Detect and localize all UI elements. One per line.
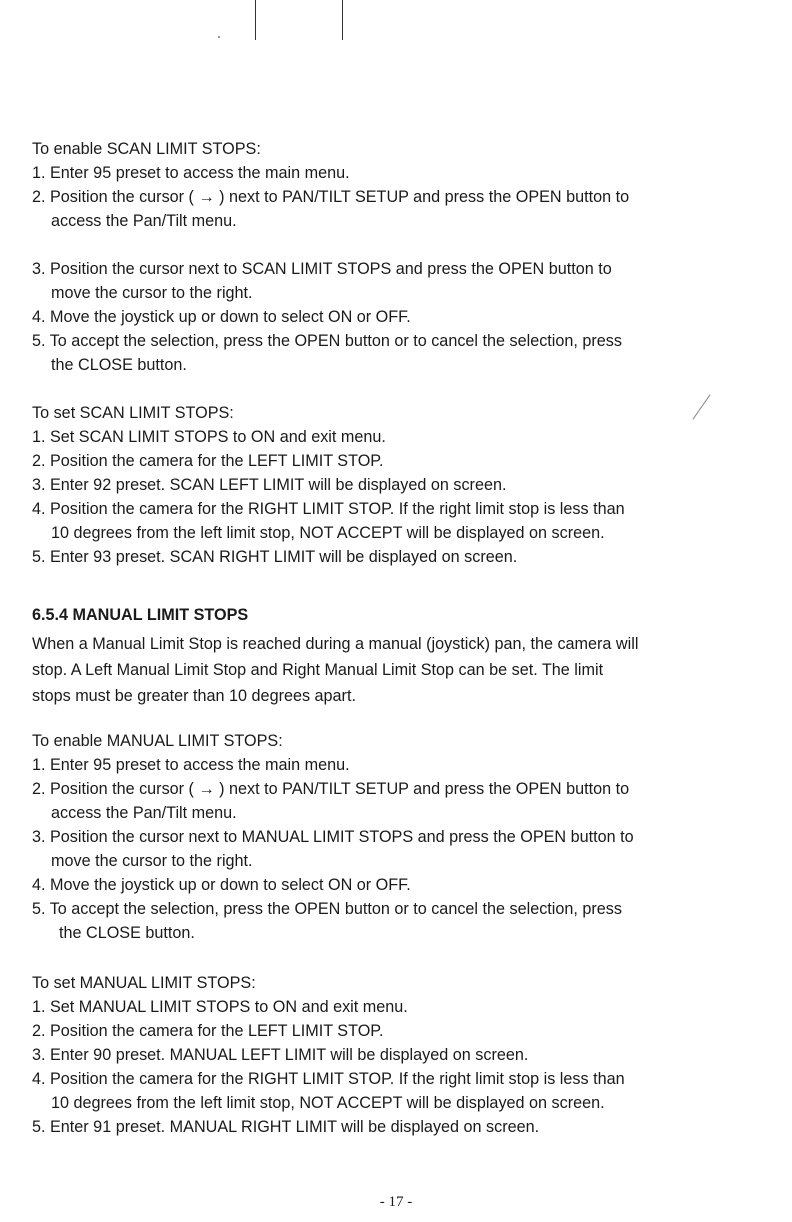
scan-enable-step-4: 4. Move the joystick up or down to select ON or OFF.	[32, 308, 411, 326]
manual-enable-step-1: 1. Enter 95 preset to access the main menu.	[32, 756, 350, 774]
manual-enable-title: To enable MANUAL LIMIT STOPS:	[32, 732, 283, 750]
manual-enable-step-5-cont: the CLOSE button.	[59, 924, 195, 942]
scan-enable-section	[32, 137, 732, 377]
top-margin-line-left	[255, 0, 256, 40]
scan-enable-step-2-cont: access the Pan/Tilt menu.	[51, 212, 237, 230]
manual-set-step-4-cont: 10 degrees from the left limit stop, NOT ACCEPT will be displayed on screen.	[51, 1094, 605, 1112]
spacer	[32, 233, 732, 257]
manual-limit-stops-section	[32, 603, 732, 709]
manual-enable-step-2-cont: access the Pan/Tilt menu.	[51, 804, 237, 822]
scan-enable-step-3: 3. Position the cursor next to SCAN LIMIT STOPS and press the OPEN button to	[32, 260, 612, 278]
spacer	[32, 709, 732, 729]
scan-enable-step-3-cont: move the cursor to the right.	[51, 284, 253, 302]
scan-set-section	[32, 401, 732, 569]
manual-set-step-4: 4. Position the camera for the RIGHT LIMIT STOP. If the right limit stop is less than	[32, 1070, 625, 1088]
manual-enable-step-3: 3. Position the cursor next to MANUAL LIMIT STOPS and press the OPEN button to	[32, 828, 634, 846]
scan-set-step-3: 3. Enter 92 preset. SCAN LEFT LIMIT will be displayed on screen.	[32, 476, 507, 494]
scan-enable-title: To enable SCAN LIMIT STOPS:	[32, 140, 261, 158]
page-content	[32, 137, 732, 1139]
scan-enable-step-5: 5. To accept the selection, press the OPEN button or to cancel the selection, press	[32, 332, 622, 350]
section-heading: 6.5.4 MANUAL LIMIT STOPS	[32, 606, 249, 624]
intro-line-1: When a Manual Limit Stop is reached during a manual (joystick) pan, the camera will	[32, 635, 639, 653]
manual-set-step-2: 2. Position the camera for the LEFT LIMIT STOP.	[32, 1022, 384, 1040]
scan-set-step-4-cont: 10 degrees from the left limit stop, NOT ACCEPT will be displayed on screen.	[51, 524, 605, 542]
manual-set-section	[32, 971, 732, 1139]
scan-set-step-4: 4. Position the camera for the RIGHT LIMIT STOP. If the right limit stop is less than	[32, 500, 625, 518]
intro-line-3: stops must be greater than 10 degrees apart.	[32, 687, 356, 705]
spacer	[32, 377, 732, 401]
page-number: - 17 -	[379, 1194, 413, 1210]
manual-enable-step-4: 4. Move the joystick up or down to select ON or OFF.	[32, 876, 411, 894]
manual-enable-step-2: 2. Position the cursor ( → ) next to PAN/TILT SETUP and press the OPEN button to	[32, 780, 630, 798]
spacer	[32, 569, 732, 603]
scan-enable-step-2: 2. Position the cursor ( → ) next to PAN/TILT SETUP and press the OPEN button to	[32, 188, 630, 206]
scan-speck	[218, 36, 220, 38]
scan-enable-step-1: 1. Enter 95 preset to access the main menu.	[32, 164, 350, 182]
manual-set-step-5: 5. Enter 91 preset. MANUAL RIGHT LIMIT will be displayed on screen.	[32, 1118, 540, 1136]
scan-enable-step-5-cont: the CLOSE button.	[51, 356, 187, 374]
manual-set-step-3: 3. Enter 90 preset. MANUAL LEFT LIMIT will be displayed on screen.	[32, 1046, 529, 1064]
manual-enable-step-3-cont: move the cursor to the right.	[51, 852, 253, 870]
intro-line-2: stop. A Left Manual Limit Stop and Right Manual Limit Stop can be set. The limit	[32, 661, 604, 679]
scan-set-title: To set SCAN LIMIT STOPS:	[32, 404, 234, 422]
manual-enable-section	[32, 729, 732, 945]
scan-set-step-5: 5. Enter 93 preset. SCAN RIGHT LIMIT will be displayed on screen.	[32, 548, 518, 566]
top-margin-line-right	[342, 0, 343, 40]
manual-set-title: To set MANUAL LIMIT STOPS:	[32, 974, 256, 992]
scan-set-step-2: 2. Position the camera for the LEFT LIMIT STOP.	[32, 452, 384, 470]
spacer	[32, 945, 732, 971]
manual-enable-step-5: 5. To accept the selection, press the OPEN button or to cancel the selection, press	[32, 900, 622, 918]
manual-set-step-1: 1. Set MANUAL LIMIT STOPS to ON and exit menu.	[32, 998, 408, 1016]
scan-set-step-1: 1. Set SCAN LIMIT STOPS to ON and exit menu.	[32, 428, 386, 446]
